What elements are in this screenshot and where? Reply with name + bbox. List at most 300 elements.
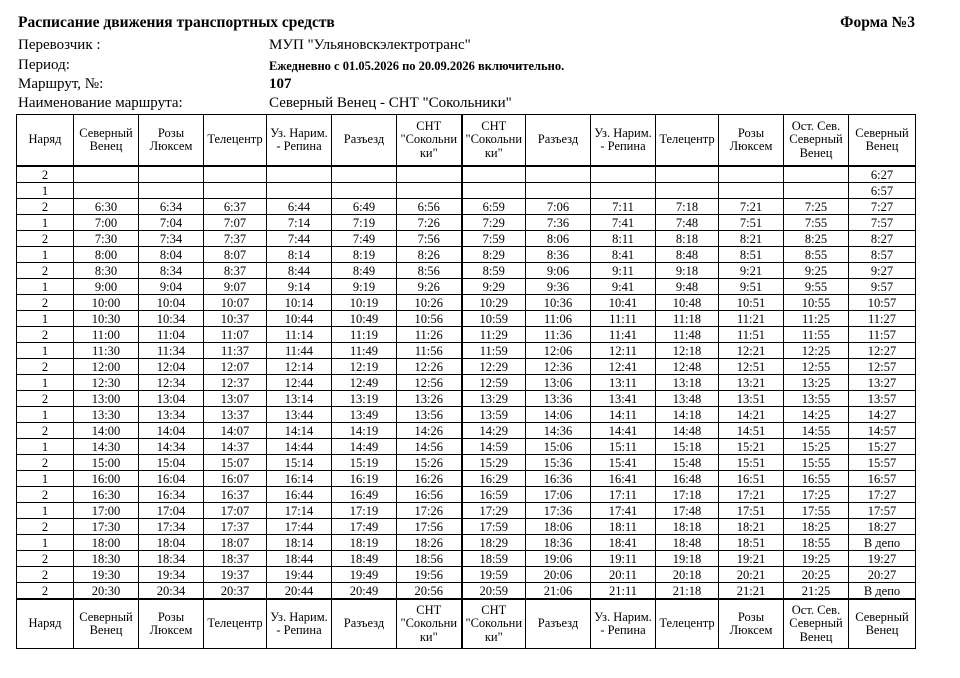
time-cell: 9:18 [656, 263, 719, 279]
time-cell: 20:27 [849, 567, 916, 583]
time-cell: 8:14 [267, 247, 332, 263]
time-cell: 8:55 [784, 247, 849, 263]
shift-cell: 1 [17, 215, 74, 231]
time-cell: 6:56 [397, 199, 462, 215]
shift-cell: 2 [17, 295, 74, 311]
time-cell: 14:41 [591, 423, 656, 439]
time-cell: 9:00 [74, 279, 139, 295]
time-cell: 11:49 [332, 343, 397, 359]
time-cell: 15:19 [332, 455, 397, 471]
time-cell: 9:19 [332, 279, 397, 295]
carrier-value: МУП "Ульяновскэлектротранс" [269, 37, 471, 53]
time-cell: 16:41 [591, 471, 656, 487]
time-cell: 14:21 [719, 407, 784, 423]
time-cell [656, 166, 719, 183]
time-cell: 7:26 [397, 215, 462, 231]
time-cell: 11:27 [849, 311, 916, 327]
time-cell: 17:07 [204, 503, 267, 519]
time-cell [267, 183, 332, 199]
time-cell: 15:48 [656, 455, 719, 471]
table-row [17, 471, 916, 487]
time-cell: 12:44 [267, 375, 332, 391]
time-cell: 10:19 [332, 295, 397, 311]
time-cell: 18:00 [74, 535, 139, 551]
time-cell: 6:44 [267, 199, 332, 215]
time-cell: 13:44 [267, 407, 332, 423]
time-cell: 16:51 [719, 471, 784, 487]
time-cell: 10:34 [139, 311, 204, 327]
time-cell: 18:11 [591, 519, 656, 535]
header-cell: Розы Люксем [719, 115, 784, 167]
time-cell: 8:49 [332, 263, 397, 279]
time-cell: 14:30 [74, 439, 139, 455]
time-cell: 17:44 [267, 519, 332, 535]
period-label: Период: [18, 57, 70, 73]
time-cell: 20:25 [784, 567, 849, 583]
footer-header-cell: Северный Венец [849, 599, 916, 649]
time-cell: 18:26 [397, 535, 462, 551]
header-row [17, 115, 916, 167]
header-cell: СНТ "Сокольни ки" [462, 115, 526, 167]
time-cell: 7:57 [849, 215, 916, 231]
header-cell: Розы Люксем [139, 115, 204, 167]
time-cell: 10:56 [397, 311, 462, 327]
time-cell: 7:34 [139, 231, 204, 247]
time-cell: 12:14 [267, 359, 332, 375]
time-cell: 12:49 [332, 375, 397, 391]
table-row [17, 391, 916, 407]
time-cell: 16:34 [139, 487, 204, 503]
shift-cell: 2 [17, 519, 74, 535]
time-cell: 12:41 [591, 359, 656, 375]
time-cell [784, 183, 849, 199]
time-cell: 7:59 [462, 231, 526, 247]
time-cell: 12:18 [656, 343, 719, 359]
time-cell: 8:34 [139, 263, 204, 279]
time-cell [462, 183, 526, 199]
time-cell: 14:59 [462, 439, 526, 455]
shift-cell: 2 [17, 231, 74, 247]
time-cell: 18:48 [656, 535, 719, 551]
time-cell: 11:11 [591, 311, 656, 327]
time-cell: 12:11 [591, 343, 656, 359]
shift-cell: 2 [17, 551, 74, 567]
time-cell: 11:57 [849, 327, 916, 343]
time-cell: 7:11 [591, 199, 656, 215]
footer-header-cell: Уз. Нарим. - Репина [591, 599, 656, 649]
time-cell: 19:56 [397, 567, 462, 583]
shift-cell: 1 [17, 279, 74, 295]
time-cell: 19:30 [74, 567, 139, 583]
time-cell: 17:34 [139, 519, 204, 535]
time-cell: 18:25 [784, 519, 849, 535]
time-cell: 17:27 [849, 487, 916, 503]
header-cell: Телецентр [656, 115, 719, 167]
time-cell: 11:30 [74, 343, 139, 359]
time-cell: 11:29 [462, 327, 526, 343]
time-cell [462, 166, 526, 183]
time-cell: 12:36 [526, 359, 591, 375]
period-value: Ежедневно с 01.05.2026 по 20.09.2026 включительно. [269, 59, 565, 73]
carrier-row [18, 37, 915, 56]
time-cell: 13:41 [591, 391, 656, 407]
header-cell: Уз. Нарим. - Репина [591, 115, 656, 167]
time-cell: 11:37 [204, 343, 267, 359]
time-cell: 8:36 [526, 247, 591, 263]
time-cell: 15:06 [526, 439, 591, 455]
table-row [17, 183, 916, 199]
time-cell: 10:49 [332, 311, 397, 327]
time-cell: 10:59 [462, 311, 526, 327]
time-cell: 19:18 [656, 551, 719, 567]
time-cell: 10:14 [267, 295, 332, 311]
time-cell: 9:21 [719, 263, 784, 279]
time-cell: 16:26 [397, 471, 462, 487]
time-cell: 9:11 [591, 263, 656, 279]
footer-header-cell: СНТ "Сокольни ки" [462, 599, 526, 649]
time-cell: 16:04 [139, 471, 204, 487]
time-cell: 17:18 [656, 487, 719, 503]
time-cell: 12:48 [656, 359, 719, 375]
time-cell: 17:04 [139, 503, 204, 519]
time-cell: 19:49 [332, 567, 397, 583]
time-cell: 12:30 [74, 375, 139, 391]
time-cell [719, 183, 784, 199]
time-cell: 20:59 [462, 583, 526, 600]
time-cell: 15:55 [784, 455, 849, 471]
table-body [17, 166, 916, 599]
time-cell: 8:07 [204, 247, 267, 263]
header-cell: Телецентр [204, 115, 267, 167]
time-cell: 12:55 [784, 359, 849, 375]
time-cell: 16:36 [526, 471, 591, 487]
time-cell: 17:57 [849, 503, 916, 519]
time-cell: 18:06 [526, 519, 591, 535]
time-cell: 10:57 [849, 295, 916, 311]
time-cell: 7:56 [397, 231, 462, 247]
header-cell: Наряд [17, 115, 74, 167]
time-cell: 16:29 [462, 471, 526, 487]
shift-cell: 1 [17, 311, 74, 327]
time-cell: 18:41 [591, 535, 656, 551]
time-cell: 11:59 [462, 343, 526, 359]
time-cell: 14:06 [526, 407, 591, 423]
time-cell: 14:07 [204, 423, 267, 439]
time-cell [526, 183, 591, 199]
time-cell: 18:56 [397, 551, 462, 567]
time-cell: 11:06 [526, 311, 591, 327]
time-cell [332, 166, 397, 183]
table-header [17, 115, 916, 167]
time-cell: 21:11 [591, 583, 656, 600]
table-row [17, 551, 916, 567]
time-cell: 13:55 [784, 391, 849, 407]
time-cell: 8:11 [591, 231, 656, 247]
time-cell: 7:19 [332, 215, 397, 231]
time-cell: 14:55 [784, 423, 849, 439]
table-row [17, 215, 916, 231]
time-cell: 8:56 [397, 263, 462, 279]
time-cell: 7:48 [656, 215, 719, 231]
table-row [17, 503, 916, 519]
time-cell: 8:21 [719, 231, 784, 247]
shift-cell: 2 [17, 487, 74, 503]
carrier-label: Перевозчик : [18, 37, 101, 53]
time-cell: 18:34 [139, 551, 204, 567]
time-cell: 7:25 [784, 199, 849, 215]
time-cell: 17:21 [719, 487, 784, 503]
time-cell: 10:44 [267, 311, 332, 327]
time-cell: 9:36 [526, 279, 591, 295]
time-cell: 16:55 [784, 471, 849, 487]
period-row [18, 57, 915, 76]
time-cell: 17:30 [74, 519, 139, 535]
time-cell: 16:59 [462, 487, 526, 503]
time-cell: 6:34 [139, 199, 204, 215]
time-cell: 12:00 [74, 359, 139, 375]
time-cell: 15:25 [784, 439, 849, 455]
time-cell: 14:14 [267, 423, 332, 439]
time-cell: 13:37 [204, 407, 267, 423]
time-cell: 10:30 [74, 311, 139, 327]
time-cell: 18:29 [462, 535, 526, 551]
time-cell: 18:49 [332, 551, 397, 567]
time-cell: 17:48 [656, 503, 719, 519]
time-cell: 15:00 [74, 455, 139, 471]
time-cell: 21:06 [526, 583, 591, 600]
time-cell: 14:26 [397, 423, 462, 439]
time-cell: 19:34 [139, 567, 204, 583]
time-cell: 18:18 [656, 519, 719, 535]
time-cell: 17:55 [784, 503, 849, 519]
time-cell [74, 166, 139, 183]
time-cell: 14:04 [139, 423, 204, 439]
time-cell: 12:34 [139, 375, 204, 391]
time-cell: 9:57 [849, 279, 916, 295]
time-cell: 12:19 [332, 359, 397, 375]
time-cell: 16:37 [204, 487, 267, 503]
time-cell: 10:41 [591, 295, 656, 311]
time-cell: 8:04 [139, 247, 204, 263]
time-cell [656, 183, 719, 199]
time-cell: 10:37 [204, 311, 267, 327]
time-cell: 14:49 [332, 439, 397, 455]
time-cell: 14:00 [74, 423, 139, 439]
time-cell: 15:04 [139, 455, 204, 471]
footer-row [17, 599, 916, 649]
time-cell: 18:21 [719, 519, 784, 535]
header-cell: СНТ "Сокольни ки" [397, 115, 462, 167]
time-cell: 12:51 [719, 359, 784, 375]
time-cell: 19:11 [591, 551, 656, 567]
time-cell [526, 166, 591, 183]
time-cell: 11:41 [591, 327, 656, 343]
time-cell: 10:00 [74, 295, 139, 311]
time-cell: 12:25 [784, 343, 849, 359]
footer-header-cell: Наряд [17, 599, 74, 649]
time-cell: 14:18 [656, 407, 719, 423]
time-cell: 11:00 [74, 327, 139, 343]
time-cell [591, 183, 656, 199]
time-cell: 8:37 [204, 263, 267, 279]
time-cell: В депо [849, 535, 916, 551]
time-cell: 11:07 [204, 327, 267, 343]
time-cell: 7:41 [591, 215, 656, 231]
time-cell: 16:19 [332, 471, 397, 487]
shift-cell: 1 [17, 407, 74, 423]
time-cell: 13:04 [139, 391, 204, 407]
time-cell: 10:04 [139, 295, 204, 311]
table-row [17, 343, 916, 359]
time-cell: 20:37 [204, 583, 267, 600]
table-row [17, 247, 916, 263]
table-row [17, 166, 916, 183]
time-cell: 17:56 [397, 519, 462, 535]
header-cell: Уз. Нарим. - Репина [267, 115, 332, 167]
time-cell: 14:34 [139, 439, 204, 455]
time-cell: 7:49 [332, 231, 397, 247]
time-cell: 7:30 [74, 231, 139, 247]
time-cell: 9:14 [267, 279, 332, 295]
time-cell: 13:34 [139, 407, 204, 423]
table-row [17, 327, 916, 343]
time-cell: 15:26 [397, 455, 462, 471]
time-cell: 16:14 [267, 471, 332, 487]
time-cell: 21:25 [784, 583, 849, 600]
time-cell: 10:29 [462, 295, 526, 311]
time-cell: 7:55 [784, 215, 849, 231]
time-cell: 16:49 [332, 487, 397, 503]
table-row [17, 487, 916, 503]
time-cell: 14:36 [526, 423, 591, 439]
time-cell: 13:18 [656, 375, 719, 391]
time-cell: 14:56 [397, 439, 462, 455]
table-row [17, 295, 916, 311]
time-cell: 17:25 [784, 487, 849, 503]
time-cell: 14:57 [849, 423, 916, 439]
time-cell: 15:11 [591, 439, 656, 455]
shift-cell: 2 [17, 327, 74, 343]
time-cell: 10:07 [204, 295, 267, 311]
time-cell: 16:07 [204, 471, 267, 487]
shift-cell: 1 [17, 503, 74, 519]
time-cell: 15:18 [656, 439, 719, 455]
time-cell: 17:19 [332, 503, 397, 519]
time-cell: 20:06 [526, 567, 591, 583]
time-cell: 17:51 [719, 503, 784, 519]
time-cell: 18:37 [204, 551, 267, 567]
form-number: Форма №3 [840, 14, 915, 31]
time-cell: 14:11 [591, 407, 656, 423]
time-cell: 19:21 [719, 551, 784, 567]
footer-header-cell: Розы Люксем [139, 599, 204, 649]
time-cell: 11:51 [719, 327, 784, 343]
time-cell [204, 166, 267, 183]
time-cell: 14:19 [332, 423, 397, 439]
time-cell: 13:25 [784, 375, 849, 391]
time-cell: 10:51 [719, 295, 784, 311]
document-title: Расписание движения транспортных средств [18, 14, 335, 31]
time-cell: 6:49 [332, 199, 397, 215]
header-cell: Разъезд [332, 115, 397, 167]
time-cell: 14:27 [849, 407, 916, 423]
time-cell: 7:36 [526, 215, 591, 231]
time-cell [267, 166, 332, 183]
shift-cell: 1 [17, 247, 74, 263]
time-cell: 13:21 [719, 375, 784, 391]
shift-cell: 1 [17, 343, 74, 359]
time-cell: 6:59 [462, 199, 526, 215]
time-cell: 9:06 [526, 263, 591, 279]
time-cell: 15:07 [204, 455, 267, 471]
time-cell: 11:25 [784, 311, 849, 327]
time-cell: 12:57 [849, 359, 916, 375]
time-cell [74, 183, 139, 199]
time-cell [204, 183, 267, 199]
time-cell: 9:04 [139, 279, 204, 295]
time-cell: 17:49 [332, 519, 397, 535]
shift-cell: 1 [17, 439, 74, 455]
time-cell: 20:44 [267, 583, 332, 600]
header-cell: Разъезд [526, 115, 591, 167]
footer-header-cell: Ост. Сев. Северный Венец [784, 599, 849, 649]
shift-cell: 1 [17, 535, 74, 551]
schedule-table [16, 114, 916, 649]
time-cell: 11:14 [267, 327, 332, 343]
time-cell: 21:18 [656, 583, 719, 600]
time-cell: 16:44 [267, 487, 332, 503]
time-cell: 14:25 [784, 407, 849, 423]
time-cell: 14:51 [719, 423, 784, 439]
time-cell: 13:11 [591, 375, 656, 391]
time-cell: 15:57 [849, 455, 916, 471]
time-cell: 19:06 [526, 551, 591, 567]
table-row [17, 359, 916, 375]
time-cell [784, 166, 849, 183]
shift-cell: 2 [17, 359, 74, 375]
time-cell: 14:44 [267, 439, 332, 455]
time-cell: 13:30 [74, 407, 139, 423]
table-row [17, 439, 916, 455]
time-cell: 15:36 [526, 455, 591, 471]
table-row [17, 407, 916, 423]
time-cell: 8:29 [462, 247, 526, 263]
time-cell: 17:14 [267, 503, 332, 519]
time-cell: 16:00 [74, 471, 139, 487]
time-cell: 7:06 [526, 199, 591, 215]
time-cell: 12:59 [462, 375, 526, 391]
time-cell: 17:06 [526, 487, 591, 503]
time-cell: 14:37 [204, 439, 267, 455]
time-cell: 12:07 [204, 359, 267, 375]
time-cell: 15:29 [462, 455, 526, 471]
footer-header-cell: Телецентр [656, 599, 719, 649]
time-cell: 18:44 [267, 551, 332, 567]
shift-cell: 1 [17, 375, 74, 391]
time-cell: 18:55 [784, 535, 849, 551]
time-cell: 11:55 [784, 327, 849, 343]
time-cell: 11:56 [397, 343, 462, 359]
shift-cell: 2 [17, 263, 74, 279]
time-cell [332, 183, 397, 199]
time-cell: 9:29 [462, 279, 526, 295]
time-cell: 20:18 [656, 567, 719, 583]
time-cell: 20:11 [591, 567, 656, 583]
time-cell: 7:27 [849, 199, 916, 215]
time-cell: 7:18 [656, 199, 719, 215]
time-cell: 14:29 [462, 423, 526, 439]
table-row [17, 263, 916, 279]
